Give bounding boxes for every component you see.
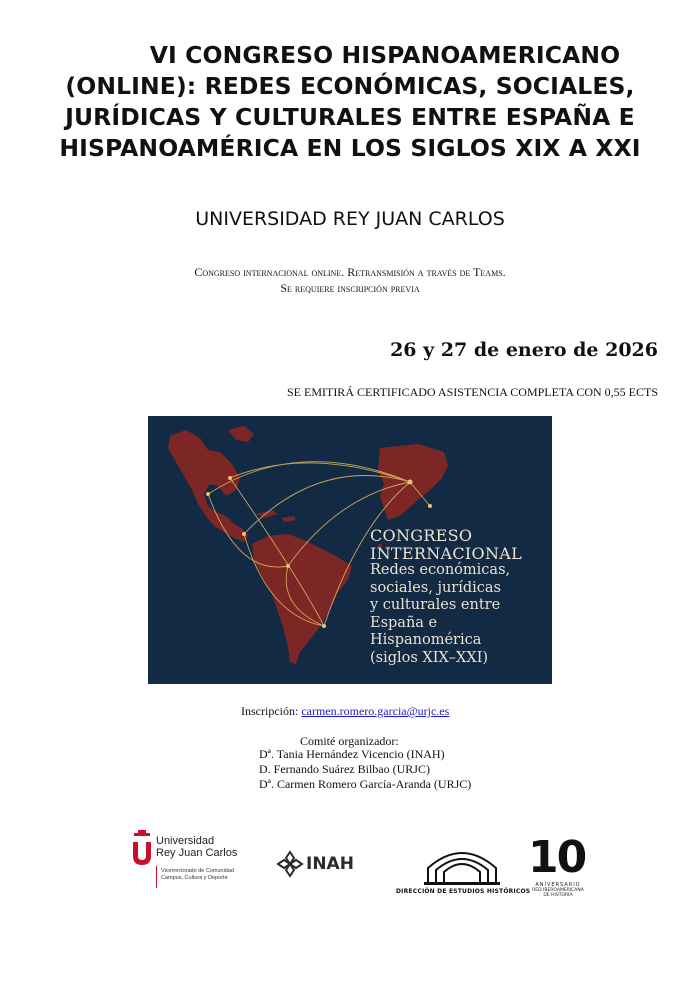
banner-line-4: sociales, jurídicas	[370, 579, 501, 596]
urjc-line-1: Universidad	[156, 835, 215, 847]
banner-line-6: España e Hispanomérica	[370, 614, 482, 648]
banner-line-7: (siglos XIX–XXI)	[370, 649, 489, 666]
banner-text	[370, 527, 552, 667]
subtitle-line-2: Se requiere inscripción previa	[280, 281, 420, 295]
inah-emblem-icon	[276, 850, 304, 878]
banner-line-1: CONGRESO	[370, 526, 473, 545]
ten-number: 10	[528, 832, 586, 883]
ten-anniversary-text	[531, 883, 585, 898]
committee-list	[259, 747, 471, 792]
committee-member: Dª. Tania Hernández Vicencio (INAH)	[259, 747, 445, 761]
ten-line-1: ANIVERSARIO	[535, 882, 581, 888]
urjc-divider	[156, 866, 157, 888]
urjc-vicerrectorado	[161, 868, 234, 882]
committee-title: Comité organizador:	[300, 734, 399, 748]
ten-anniversary-logo	[528, 834, 588, 882]
banner-line-3: Redes económicas,	[370, 562, 511, 578]
congress-banner	[148, 416, 552, 684]
urjc-line-2: Rey Juan Carlos	[156, 847, 238, 859]
committee-member: Dª. Carmen Romero García-Aranda (URJC)	[259, 777, 472, 791]
event-date: 26 y 27 de enero de 2026	[390, 339, 658, 361]
university-name: UNIVERSIDAD REY JUAN CARLOS	[195, 208, 505, 230]
banner-line-5: y culturales entre	[370, 597, 501, 613]
urjc-logo-icon	[131, 830, 153, 866]
urjc-small-line-2: Campus, Cultura y Deporte	[161, 875, 228, 881]
committee-member: D. Fernando Suárez Bilbao (URJC)	[259, 762, 430, 776]
ten-line-3: DE HISTORIA	[543, 893, 573, 898]
title-line-2: (ONLINE): REDES ECONÓMICAS, SOCIALES,	[65, 72, 635, 100]
deh-logo-text: DIRECCIÓN DE ESTUDIOS HISTÓRICOS	[396, 888, 531, 895]
title-line-4: HISPANOAMÉRICA EN LOS SIGLOS XIX A XXI	[59, 134, 641, 162]
title-line-3: JURÍDICAS Y CULTURALES ENTRE ESPAÑA E	[65, 103, 635, 131]
banner-line-2: INTERNACIONAL	[370, 543, 523, 563]
inscription	[241, 704, 449, 719]
subtitle	[0, 264, 700, 296]
inscription-email-link[interactable]: carmen.romero.garcia@urjc.es	[301, 704, 450, 718]
deh-building-icon	[422, 844, 502, 886]
congress-title	[30, 40, 670, 164]
certificate-note: SE EMITIRÁ CERTIFICADO ASISTENCIA COMPLETA CON 0,55 ECTS	[286, 385, 658, 399]
inah-logo-text: INAH	[306, 854, 354, 874]
urjc-logo-text	[156, 835, 237, 859]
urjc-small-line-1: Vicerrectorado de Comunidad	[161, 868, 234, 874]
ten-line-2: RED IBEROAMERICANA	[532, 888, 584, 893]
subtitle-line-1: Congreso internacional online. Retransmisión a través de Teams.	[194, 265, 506, 279]
title-line-1: VI CONGRESO HISPANOAMERICANO	[149, 41, 621, 69]
inscription-label: Inscripción:	[241, 704, 299, 718]
